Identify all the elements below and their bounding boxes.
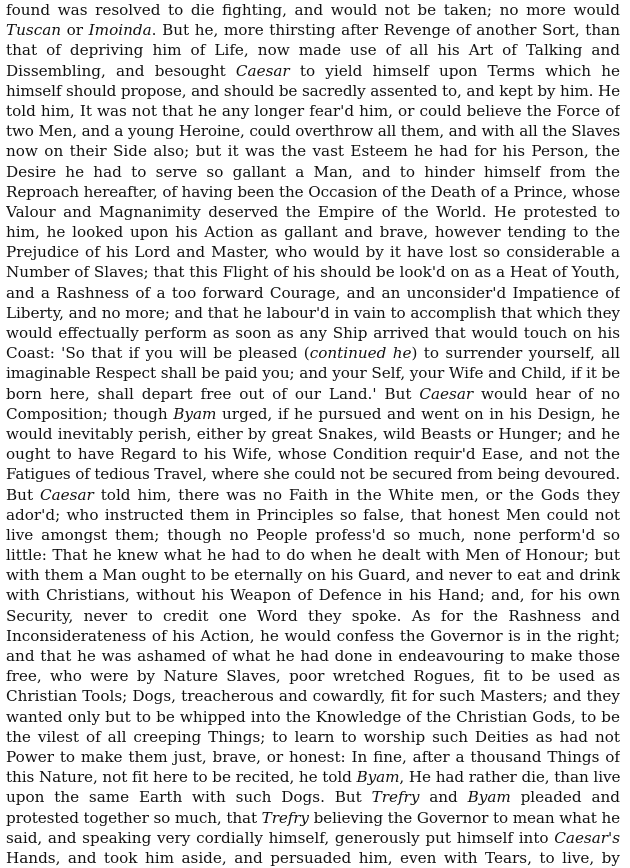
- text-line: [6, 525, 620, 545]
- text-line: [6, 323, 620, 343]
- text-run: and that he was ashamed of what he had done in endeavouring to make those: [6, 647, 620, 665]
- italic-name: continued he: [309, 344, 412, 363]
- text-line: [6, 828, 620, 848]
- text-run: ought to have Regard to his Wife, whose Condition requir'd Ease, and not the: [6, 445, 620, 464]
- text-run: would effectually perform as soon as any Ship arrived that would touch on his: [6, 324, 620, 342]
- text-run: told him, there was no Faith in the White men, or the Gods they: [93, 485, 620, 504]
- text-line: [6, 20, 620, 40]
- text-line: [6, 707, 620, 727]
- text-line: [6, 767, 620, 787]
- text-line: [6, 787, 620, 807]
- text-run: urged, if he pursued and went on in his Design, he: [216, 404, 620, 423]
- text-run: Number of Slaves; that this Flight of his should be look'd on as a Heat of Youth,: [6, 263, 620, 282]
- text-run: to yield himself upon Terms which he: [289, 61, 620, 80]
- text-run: would hear of no: [473, 384, 620, 403]
- text-run: believing the Governor to mean what he: [308, 808, 620, 827]
- text-line: [6, 808, 620, 828]
- italic-name: Imoinda: [88, 21, 152, 40]
- text-run: now on their Side also; but it was the vast Esteem he had for his Person, the: [6, 142, 620, 161]
- text-run: with them a Man ought to be eternally on his Guard, and never to eat and drink: [6, 566, 620, 585]
- text-run: . But he, more thirsting after Revenge of another Sort, than: [151, 21, 620, 40]
- italic-name: Caesar: [39, 485, 94, 504]
- text-run: found was resolved to die fighting, and would not be taken; no more would: [6, 1, 620, 19]
- text-line: [6, 747, 620, 767]
- text-line: [6, 545, 620, 565]
- text-line: [6, 81, 620, 101]
- text-run: Power to make them just, brave, or honest: In fine, after a thousand Things of: [6, 747, 620, 766]
- text-run: told him, It was not that he any longer fear'd him, or could believe the Force of: [6, 101, 620, 120]
- italic-name: Caesar: [419, 384, 474, 403]
- text-run: live amongst them; though no People profess'd so much, none perform'd so: [6, 525, 620, 544]
- text-run: upon the same Earth with such Dogs. But: [6, 788, 372, 807]
- text-run: Christian Tools; Dogs, treacherous and cowardly, fit for such Masters; and they: [6, 687, 620, 706]
- text-line: [6, 505, 620, 525]
- italic-name: Trefry: [371, 788, 420, 807]
- text-run: Dissembling, and besought: [6, 61, 236, 80]
- text-run: the vilest of all creeping Things; to learn to worship such Deities as had not: [6, 727, 620, 746]
- text-run: and: [419, 788, 468, 807]
- text-run: said, and speaking very cordially himself, generously put himself into: [6, 828, 555, 847]
- text-line: [6, 61, 620, 81]
- text-run: protested together so much, that: [6, 808, 262, 827]
- text-run: that of depriving him of Life, now made use of all his Art of Talking and: [6, 41, 620, 60]
- text-line: [6, 565, 620, 585]
- text-run: pleaded and: [510, 788, 620, 807]
- italic-name: Trefry: [261, 808, 309, 827]
- document-page: [6, 0, 620, 868]
- italic-name: Caesar: [235, 61, 290, 80]
- text-run: Reproach hereafter, of having been the Occasion of the Death of a Prince, whose: [6, 182, 620, 201]
- text-line: [6, 444, 620, 464]
- text-run: this Nature, not fit here to be recited, he told: [6, 768, 357, 787]
- text-line: [6, 242, 620, 262]
- text-run: Inconsiderateness of his Action, he would confess the Governor is in the right;: [6, 626, 620, 645]
- text-line: [6, 262, 620, 282]
- text-run: Coast: 'So that if you will be pleased (: [6, 344, 310, 363]
- text-run: But: [6, 485, 40, 504]
- text-run: and a Rashness of a too forward Courage, and an unconsider'd Impatience of: [6, 283, 620, 302]
- text-line: [6, 101, 620, 121]
- text-line: [6, 343, 620, 363]
- text-run: two Men, and a young Heroine, could overthrow all them, and with all the Slaves: [6, 122, 620, 141]
- text-line: [6, 585, 620, 605]
- text-line: [6, 666, 620, 686]
- text-line: [6, 848, 620, 868]
- text-run: ) to surrender yourself, all: [411, 344, 620, 363]
- text-line: [6, 485, 620, 505]
- text-run: with Christians, without his Weapon of Defence in his Hand; and, for his own: [6, 586, 620, 605]
- text-line: [6, 363, 620, 383]
- text-run: little: That he knew what he had to do when he dealt with Men of Honour; but: [6, 546, 620, 565]
- text-run: Liberty, and no more; and that he labour'd in vain to accomplish that which they: [6, 303, 620, 322]
- italic-name: Byam: [356, 768, 400, 787]
- text-run: him, he looked upon his Action as gallant and brave, however tending to the: [6, 223, 620, 242]
- text-run: Security, never to credit one Word they spoke. As for the Rashness and: [6, 606, 620, 625]
- text-line: [6, 606, 620, 626]
- text-line: [6, 727, 620, 747]
- text-run: imaginable Respect shall be paid you; and your Self, your Wife and Child, if it be: [6, 364, 620, 383]
- text-line: [6, 40, 620, 60]
- text-run: , He had rather die, than live: [399, 768, 620, 787]
- text-run: himself should propose, and should be sacredly assented to, and kept by him. He: [6, 81, 620, 100]
- italic-name: Byam: [173, 404, 217, 423]
- text-run: wanted only but to be whipped into the Knowledge of the Christian Gods, to be: [6, 707, 620, 726]
- text-run: free, who were by Nature Slaves, poor wretched Rogues, fit to be used as: [6, 667, 620, 686]
- text-line: [6, 202, 620, 222]
- text-run: or: [61, 21, 89, 40]
- text-run: Desire he had to serve so gallant a Man, and to hinder himself from the: [6, 162, 620, 181]
- text-line: [6, 283, 620, 303]
- text-line: [6, 303, 620, 323]
- text-line: [6, 162, 620, 182]
- text-run: Valour and Magnanimity deserved the Empire of the World. He protested to: [6, 202, 620, 221]
- italic-name: Tuscan: [6, 21, 62, 40]
- text-line: [6, 464, 620, 484]
- text-run: born here, shall depart free out of our Land.' But: [6, 384, 420, 403]
- text-line: [6, 384, 620, 404]
- italic-name: Caesar's: [554, 828, 620, 847]
- text-run: Hands, and took him aside, and persuaded him, even with Tears, to live, by: [6, 848, 620, 867]
- text-line: [6, 141, 620, 161]
- text-run: Prejudice of his Lord and Master, who would by it have lost so considerable a: [6, 243, 620, 262]
- text-run: would inevitably perish, either by great Snakes, wild Beasts or Hunger; and he: [6, 424, 620, 443]
- text-line: [6, 121, 620, 141]
- text-line: [6, 626, 620, 646]
- text-line: [6, 182, 620, 202]
- text-line: [6, 424, 620, 444]
- text-run: Fatigues of tedious Travel, where she could not be secured from being devoured.: [6, 465, 620, 484]
- text-line: [6, 222, 620, 242]
- text-line: [6, 0, 620, 20]
- text-run: Composition; though: [6, 404, 174, 423]
- text-line: [6, 686, 620, 706]
- text-run: ador'd; who instructed them in Principles so false, that honest Men could not: [6, 505, 620, 524]
- italic-name: Byam: [467, 788, 511, 807]
- text-line: [6, 404, 620, 424]
- text-line: [6, 646, 620, 666]
